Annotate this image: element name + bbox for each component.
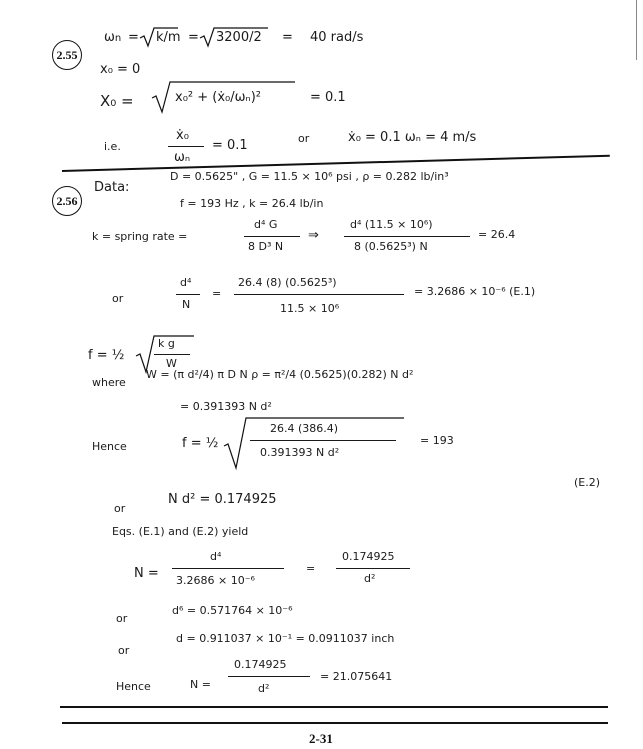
- x0-equation: x₀ = 0: [100, 62, 141, 77]
- equals-sign: =: [282, 30, 293, 45]
- problem-number-2-55: 2.55: [52, 40, 82, 70]
- hence-label: Hence: [92, 440, 127, 453]
- n-numerator: d⁴: [210, 550, 222, 563]
- or-label: or: [118, 644, 130, 657]
- final-n-result: = 21.075641: [320, 670, 393, 683]
- e1-numerator: d⁴: [180, 276, 192, 289]
- final-n-numerator: 0.174925: [234, 658, 287, 671]
- or-label: or: [116, 612, 128, 625]
- problem-number-2-56: 2.56: [52, 186, 82, 216]
- footer-rule: [62, 722, 608, 724]
- fraction-bar: [234, 294, 404, 295]
- f-root-numerator: k g: [158, 337, 175, 350]
- fraction-value: = 0.1: [212, 138, 248, 153]
- data-label: Data:: [94, 180, 130, 195]
- hence-f-equation: f = ½: [182, 436, 219, 451]
- fraction-bar: [336, 568, 410, 569]
- omega-n-symbol: ωn: [104, 30, 122, 45]
- fraction-bar: [172, 568, 284, 569]
- equation-tag-e2: (E.2): [574, 476, 601, 489]
- hence-f-denominator: 0.391393 N d²: [260, 446, 340, 459]
- fraction-bar: [250, 440, 396, 441]
- k-over-m: k/m: [156, 30, 181, 45]
- equals-sign: =: [306, 562, 316, 575]
- equals-sign: =: [212, 287, 222, 300]
- fraction-bar: [168, 146, 204, 147]
- n-denominator: 3.2686 × 10⁻⁶: [176, 574, 255, 587]
- weight-equation: W = (π d²/4) π D N ρ = π²/4 (0.5625)(0.282) N d²: [146, 368, 414, 381]
- data-line-1: D = 0.5625" , G = 11.5 × 10⁶ psi , ρ = 0.282 lb/in³: [170, 170, 449, 183]
- or-label: or: [112, 292, 124, 305]
- fraction-bar: [244, 236, 300, 237]
- spring-rate2-numerator: d⁴ (11.5 × 10⁶): [350, 218, 433, 231]
- spring-rate2-result: = 26.4: [478, 228, 516, 241]
- e1-denominator: N: [182, 298, 191, 311]
- d6-equation: d⁶ = 0.571764 × 10⁻⁶: [172, 604, 293, 617]
- equals-sign: =: [128, 30, 139, 45]
- f-equation: f = ½: [88, 348, 125, 363]
- final-n-label: N =: [190, 678, 211, 691]
- velocity-equation: ẋ₀ = 0.1 ωₙ = 4 m/s: [348, 130, 477, 145]
- spring-rate-label: k = spring rate =: [92, 230, 188, 243]
- fraction-bar: [228, 676, 310, 677]
- ie-label: i.e.: [104, 140, 121, 153]
- weight-value: = 0.391393 N d²: [180, 400, 272, 413]
- X0-root-expression: x₀² + (ẋ₀/ωₙ)²: [175, 90, 261, 105]
- fraction-bar: [154, 354, 190, 355]
- edge-line: [636, 0, 637, 60]
- fraction-numerator: ẋ₀: [176, 128, 189, 143]
- X0-result: = 0.1: [310, 90, 346, 105]
- hence-f-result: = 193: [420, 434, 454, 447]
- implies-arrow: ⇒: [308, 228, 319, 243]
- where-label: where: [92, 376, 126, 389]
- nd2-equation: N d² = 0.174925: [168, 492, 277, 507]
- f-root-denominator: W: [166, 357, 177, 370]
- X0-label: X₀ =: [100, 92, 134, 110]
- problem-divider: [62, 155, 610, 172]
- e1-result: = 3.2686 × 10⁻⁶ (E.1): [414, 285, 536, 298]
- d-equation: d = 0.911037 × 10⁻¹ = 0.0911037 inch: [176, 632, 395, 645]
- hence-f-numerator: 26.4 (386.4): [270, 422, 339, 435]
- spring-rate-denominator: 8 D³ N: [248, 240, 284, 253]
- equations-yield-label: Eqs. (E.1) and (E.2) yield: [112, 525, 249, 538]
- spring-rate2-denominator: 8 (0.5625³) N: [354, 240, 428, 253]
- spring-rate-numerator: d⁴ G: [254, 218, 278, 231]
- page-number: 2-31: [309, 731, 333, 746]
- sqrt-value: 3200/2: [216, 30, 262, 45]
- bottom-rule: [60, 706, 608, 708]
- fraction-bar: [176, 294, 200, 295]
- fraction-bar: [344, 236, 470, 237]
- n2-numerator: 0.174925: [342, 550, 395, 563]
- equals-sign: =: [188, 30, 199, 45]
- omega-result: 40 rad/s: [310, 30, 364, 45]
- or-label: or: [114, 502, 126, 515]
- fraction-denominator: ωₙ: [174, 150, 191, 165]
- e1-right-numerator: 26.4 (8) (0.5625³): [238, 276, 337, 289]
- or-label: or: [298, 132, 310, 145]
- final-n-denominator: d²: [258, 682, 270, 695]
- data-line-2: f = 193 Hz , k = 26.4 lb/in: [180, 197, 324, 210]
- e1-right-denominator: 11.5 × 10⁶: [280, 302, 340, 315]
- hence-label: Hence: [116, 680, 151, 693]
- n2-denominator: d²: [364, 572, 376, 585]
- n-equation-label: N =: [134, 566, 159, 581]
